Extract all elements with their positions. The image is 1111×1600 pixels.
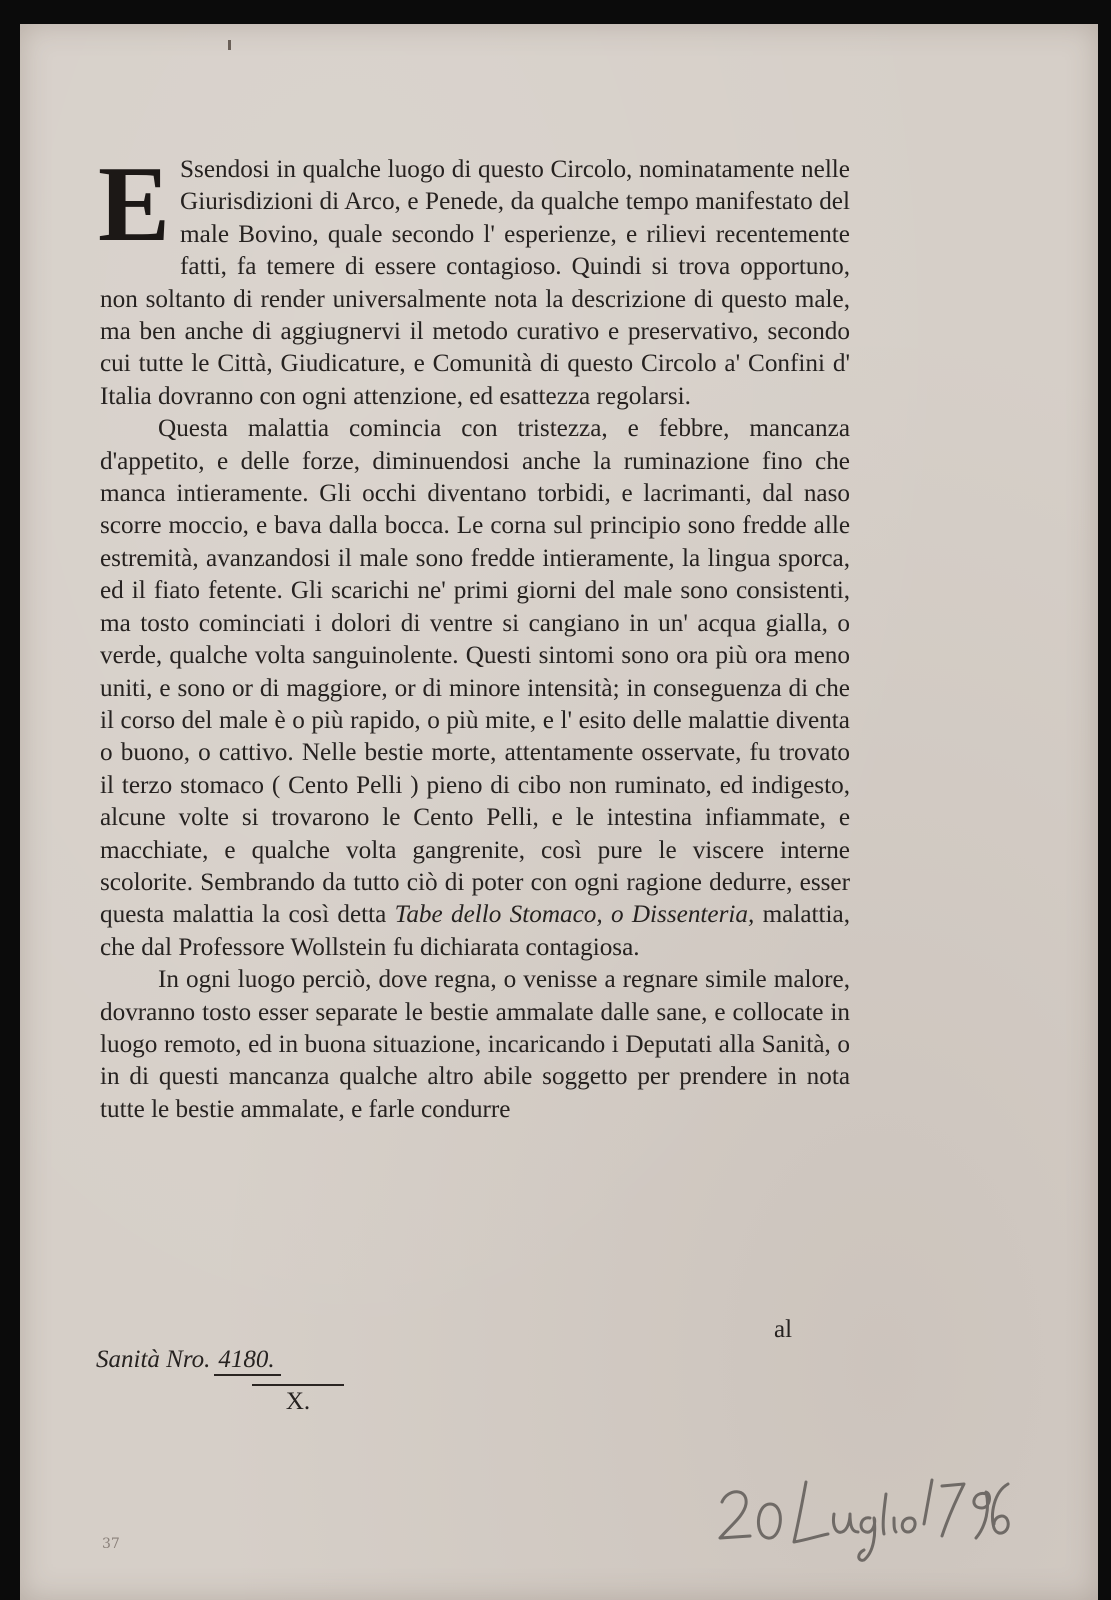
paragraph-1 xyxy=(98,145,850,413)
footer-sub: X. xyxy=(252,1384,344,1416)
decree-text xyxy=(98,145,851,1126)
paragraph-1-text: Ssendosi in qualche luogo di questo Circolo, nominatamente nelle Giurisdizioni di Arco, e Penede, da qualche tempo manifestato del male Bovino, quale secondo l' esperienze, e rilievi recentemente fatti, fa temere di essere contagioso. Quindi si trova opportuno, non soltanto di render universalmente nota la descrizione di questo male, ma ben anche di aggiugnervi il metodo curativo e preservativo, secondo cui tutte le Città, Giudicature, e Comunità di questo Circolo a' Confini d' Italia dovranno con ogni attenzione, ed esattezza regolarsi. xyxy=(100,156,850,410)
footer-number: 4180. xyxy=(214,1346,280,1376)
handwritten-date-signature xyxy=(710,1474,1010,1564)
paragraph-2 xyxy=(100,413,850,964)
drop-cap: E xyxy=(98,145,171,264)
paragraph-2-text: Questa malattia comincia con tristezza, e febbre, mancanza d'appetito, e delle forze, diminuendosi anche la ruminazione fino che manca intieramente. Gli occhi diventano torbidi, e lacrimanti, dal naso scorre moccio, e bava dalla bocca. Le corna sul principio sono fredde alle estremità, avanzandosi il male sono fredde intieramente, la lingua sporca, ed il fiato fetente. Gli scarichi ne' primi giorni del male sono consistenti, ma tosto cominciati i dolori di ventre si cangiano in un' acqua gialla, o verde, qualche volta sanguinolente. Questi sintomi sono ora più ora meno uniti, e sono or di maggiore, or di minore intensità; in conseguenza di che il corso del male è o più rapido, o più mite, e l' esito delle malattie diventa o buono, o cattivo. Nelle bestie morte, attentamente osservate, fu trovato il terzo stomaco ( Cento Pelli ) pieno di cibo non ruminato, ed indigesto, alcune volte si trovarono le Cento Pelli, e le intestina infiammate, e macchiate, e qualche volta gangrenite, così pure le viscere interne scolorite. Sembrando da tutto ciò di poter con ogni ragione dedurre, esser questa malattia la così detta xyxy=(100,415,850,929)
paragraph-2-italic: Tabe dello Stomaco, o Dissenteria, xyxy=(394,901,755,929)
paper-mark xyxy=(228,40,231,50)
paragraph-2-text-after: malattia, che dal Professore Wollstein fu dichiarata contagiosa. xyxy=(100,901,851,961)
footer-reference xyxy=(96,1346,281,1376)
document-page xyxy=(20,24,1098,1600)
page-mark: 37 xyxy=(102,1536,120,1552)
paragraph-3 xyxy=(100,964,850,1126)
footer-label: Sanità Nro. xyxy=(96,1346,211,1373)
paragraph-3-text: In ogni luogo perciò, dove regna, o venisse a regnare simile malore, dovranno tosto esser separate le bestie ammalate dalle sane, e collocate in luogo remoto, ed in buona situazione, incaricando i Deputati alla Sanità, o in di questi mancanza qualche altro abile soggetto per prendere in nota tutte le bestie ammalate, e farle condurre xyxy=(100,966,850,1123)
catch-word: al xyxy=(774,1316,793,1343)
